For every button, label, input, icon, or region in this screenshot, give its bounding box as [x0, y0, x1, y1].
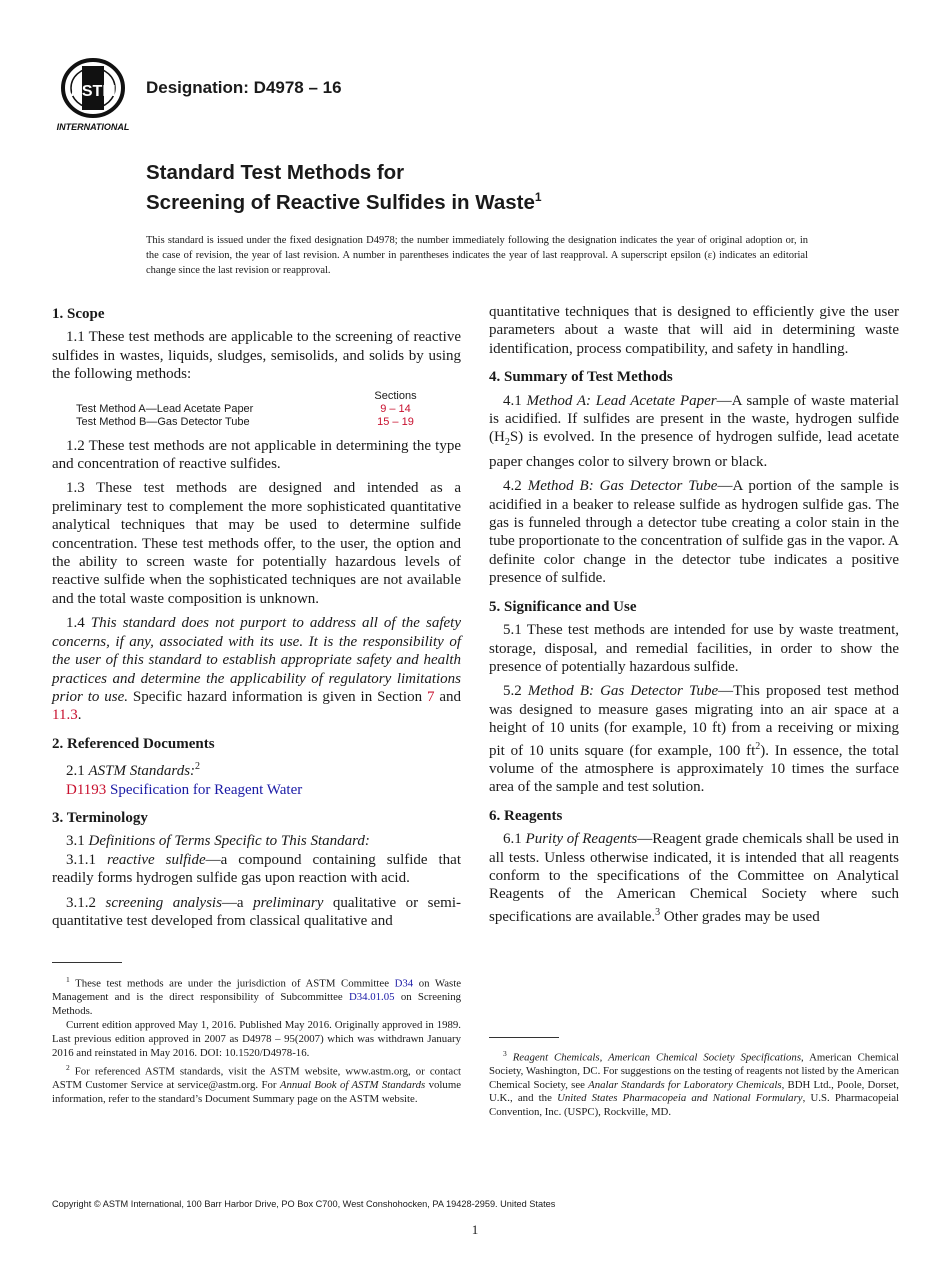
footnotes-right — [489, 1047, 899, 1121]
footnote-2 — [52, 1061, 461, 1106]
section-1-heading: 1. Scope — [52, 306, 105, 322]
title-footnote-ref[interactable]: 1 — [534, 190, 542, 204]
subcommittee-link[interactable]: D34.01.05 — [348, 991, 395, 1004]
footnote-rule-right — [489, 1037, 559, 1038]
copyright-notice: Copyright © ASTM International, 100 Barr Harbor Drive, PO Box C700, West Conshohocken, PA 19428-2959. United States — [52, 1199, 556, 1209]
method-row — [52, 416, 461, 429]
para-3-1-1-num: 3.1.1 — [66, 851, 96, 868]
footnotes-left — [52, 973, 461, 1108]
para-6-1-text-b: Other grades may be used — [663, 908, 820, 925]
annual-book-title: Annual Book of ASTM Standards — [279, 1079, 426, 1092]
referenced-doc — [52, 781, 461, 799]
section-5-heading: 5. Significance and Use — [489, 598, 637, 615]
footnote-1-text-a: These test methods are under the jurisdiction of ASTM Committee — [75, 977, 389, 990]
para-3-1 — [52, 832, 461, 850]
left-column — [52, 303, 461, 936]
para-4-1-num: 4.1 — [503, 392, 522, 409]
def-screening-analysis: qualitative or semi-quantitative test developed from classical qualitative and — [52, 894, 461, 929]
period: . — [77, 707, 82, 724]
para-1-4-rest: Specific hazard information is given in Section — [132, 688, 423, 705]
reagent-chemicals-title: Reagent Chemicals, American Chemical Society Specifications — [512, 1051, 802, 1064]
para-1-4-caveat: This standard does not purport to address all of the safety concerns, if any, associated with its use. It is the responsibility of the user of this standard to establish appropriate safety and health practices and determine the applicability of regulatory limitations prior to use. — [52, 615, 461, 705]
term-screening-analysis: screening analysis — [105, 894, 222, 911]
para-3-1-2-continued: quantitative techniques that is designed to efficiently give the user parameters about a waste that will aid in determining waste identification, process compatibility, and safety in handling. — [489, 304, 899, 357]
footnote-3-marker: 3 — [503, 1049, 507, 1058]
para-5-1: 5.1 These test methods are intended for use by waste treatment, storage, disposal, and remedial facilities, in order to show the presence of potentially hazardous sulfide. — [489, 622, 899, 675]
section-7-link[interactable]: 7 — [426, 688, 435, 705]
section-4-heading: 4. Summary of Test Methods — [489, 369, 673, 386]
sections-table — [52, 390, 461, 429]
section-2-heading: 2. Referenced Documents — [52, 735, 215, 752]
footnote-2-marker: 2 — [66, 1063, 70, 1073]
title-line-2-text: Screening of Reactive Sulfides in Waste — [146, 190, 535, 214]
astm-standards-label: ASTM Standards: — [88, 763, 196, 780]
astm-logo — [52, 58, 134, 134]
logo-text: ASTM — [70, 83, 116, 100]
para-4-2-text: —A portion of the sample is acidified in a beaker to release sulfide as hydrogen sulfide gas. The gas is funneled through a detector tube creating a color stain in the tube proportionate to the concentration of sulfide gas in the vapor. A definite color change in the detector tube indicates a positive presence of sulfide. — [489, 478, 899, 587]
right-column — [489, 303, 899, 932]
para-1-4 — [52, 614, 461, 724]
title-line-1: Standard Test Methods for — [146, 161, 405, 184]
logo-subtext: INTERNATIONAL — [56, 122, 130, 132]
para-1-2: 1.2 These test methods are not applicable in determining the type and concentration of reactive sulfides. — [52, 437, 461, 473]
footnote-ref-2[interactable]: 2 — [195, 761, 201, 773]
footnote-3-text-c: , U.S. Pharmacopeial Convention, Inc. (USPC), Rockville, MD. — [489, 1092, 900, 1118]
para-3-1-num: 3.1 — [66, 833, 85, 850]
footnote-3 — [489, 1047, 899, 1120]
purity-title: Purity of Reagents — [525, 831, 638, 848]
footnote-1-text-b: on Waste Management and is the direct responsibility of Subcommittee — [52, 977, 462, 1004]
section-6-heading: 6. Reagents — [489, 807, 563, 824]
para-3-1-text: Definitions of Terms Specific to This Standard: — [88, 833, 370, 850]
para-4-2 — [489, 477, 899, 587]
usp-title: United States Pharmacopeia and National Formulary — [557, 1092, 803, 1105]
footnote-2-text-a: For referenced ASTM standards, visit the ASTM website, www.astm.org, or contact ASTM Customer Service at service@astm.org. For — [52, 1065, 461, 1092]
para-3-1-2-num: 3.1.2 — [66, 894, 96, 911]
para-3-1-1 — [52, 851, 461, 888]
preliminary-word: preliminary — [253, 894, 324, 911]
method-b-title: Method B: Gas Detector Tube — [527, 478, 718, 495]
para-5-2-text-b: ). In essence, the total volume of the atmosphere is approximately 10 times the surface area of the sample and test solution. — [489, 742, 899, 796]
footnote-1 — [52, 973, 461, 1018]
footnote-edition: Current edition approved May 1, 2016. Published May 2016. Originally approved in 1989. Last previous edition approved in 2007 as D4978 – 95(2007) which was withdrawn January 2016 and reinstated in May 2016. DOI: 10.1520/D4978-16. — [52, 1019, 461, 1059]
para-6-1 — [489, 830, 899, 926]
title-line-2 — [146, 185, 542, 215]
footnote-2-text-b: volume information, refer to the standard’s Document Summary page on the ASTM website. — [52, 1079, 462, 1105]
method-sections-link[interactable]: 15 – 19 — [377, 415, 414, 428]
para-4-2-num: 4.2 — [503, 478, 522, 495]
para-2-1 — [52, 758, 461, 780]
footnote-1-text-c: on Screening Methods. — [52, 991, 462, 1017]
para-6-1-text-a: —Reagent grade chemicals shall be used in all tests. Unless otherwise indicated, it is intended that all reagents conform to the specifications of the Committee on Analytical Reagents of the American Chemical Society where such specifications are available. — [489, 831, 899, 925]
para-1-1: 1.1 These test methods are applicable to the screening of reactive sulfides in wastes, liquids, sludges, semisolids, and solids by using the following methods: — [52, 329, 461, 383]
section-3-heading: 3. Terminology — [52, 809, 148, 826]
footnote-rule-left — [52, 962, 122, 963]
def-reactive-sulfide: —a compound containing sulfide that readily forms hydrogen sulfide gas upon reaction with acid. — [52, 851, 461, 887]
para-1-3: 1.3 These test methods are designed and intended as a preliminary test to complement the more sophisticated quantitative analytical techniques that may be used to determine sulfide concentration. These test methods offer, to the user, the option and the ability to screen waste for potentially hazardous levels of reactive sulfide when the sophisticated techniques are not available and the total waste composition is unknown. — [52, 480, 461, 607]
committee-d34-link[interactable]: D34 — [394, 977, 414, 990]
section-11-3-link[interactable]: 11.3 — [52, 707, 78, 724]
sections-header: Sections — [374, 389, 417, 402]
method-a-title: Method A: Lead Acetate Paper — [526, 392, 717, 409]
para-4-1 — [489, 392, 899, 472]
para-4-1-text-a: —A sample of waste material is acidified. If sulfides are present in the waste, hydrogen sulfide (H — [489, 392, 899, 446]
method-b-title-2: Method B: Gas Detector Tube — [527, 683, 719, 700]
footnote-ref-3[interactable]: 3 — [655, 906, 661, 918]
para-1-4-num: 1.4 — [66, 615, 85, 632]
dash: —a — [221, 894, 244, 911]
footnote-1-marker: 1 — [66, 975, 70, 984]
para-5-2-num: 5.2 — [503, 683, 522, 700]
ft2-superscript: 2 — [755, 740, 761, 752]
astm-logo-graphic — [52, 58, 134, 134]
d1193-title-link[interactable]: Specification for Reagent Water — [110, 781, 303, 798]
method-row — [52, 403, 461, 416]
footnote-3-text-b: , BDH Ltd., Poole, Dorset, U.K., and the — [489, 1078, 900, 1105]
term-reactive-sulfide: reactive sulfide — [106, 851, 206, 868]
h2s-subscript: 2 — [504, 437, 510, 449]
issued-notice: This standard is issued under the fixed designation D4978; the number immediately following the designation indicates the year of original adoption or, in the case of revision, the year of last revision. A number in parentheses indicates the year of last reapproval. A superscript epsilon (ε) indicates an editorial change since the last revision or reapproval. — [146, 235, 808, 276]
para-4-1-text-b: S) is evolved. In the presence of hydrogen sulfide, lead acetate paper changes color to silvery brown or black. — [489, 429, 899, 470]
method-label: Test Method B—Gas Detector Tube — [76, 415, 250, 428]
page-number: 1 — [471, 1222, 479, 1237]
footnote-3-text-a: , American Chemical Society, Washington, DC. For suggestions on the testing of reagents not listed by the American Chemical Society, see — [489, 1051, 899, 1091]
para-5-2-text-a: —This proposed test method was designed to measure gases migrating into an air space at a height of 10 units (for example, 10 ft) from a receiving or mixing pit of 10 units square (for example, 100 ft — [489, 683, 899, 759]
analar-title: Analar Standards for Laboratory Chemicals — [588, 1078, 782, 1091]
para-3-1-2 — [52, 894, 461, 931]
d1193-link[interactable]: D1193 — [66, 781, 107, 798]
and-text: and — [439, 688, 462, 705]
method-label: Test Method A—Lead Acetate Paper — [76, 402, 254, 415]
document-title — [146, 160, 542, 215]
para-6-1-num: 6.1 — [503, 831, 522, 848]
para-5-2 — [489, 682, 899, 796]
para-2-1-num: 2.1 — [66, 763, 85, 780]
designation: Designation: D4978 – 16 — [146, 78, 342, 97]
method-sections-link[interactable]: 9 – 14 — [380, 402, 411, 415]
